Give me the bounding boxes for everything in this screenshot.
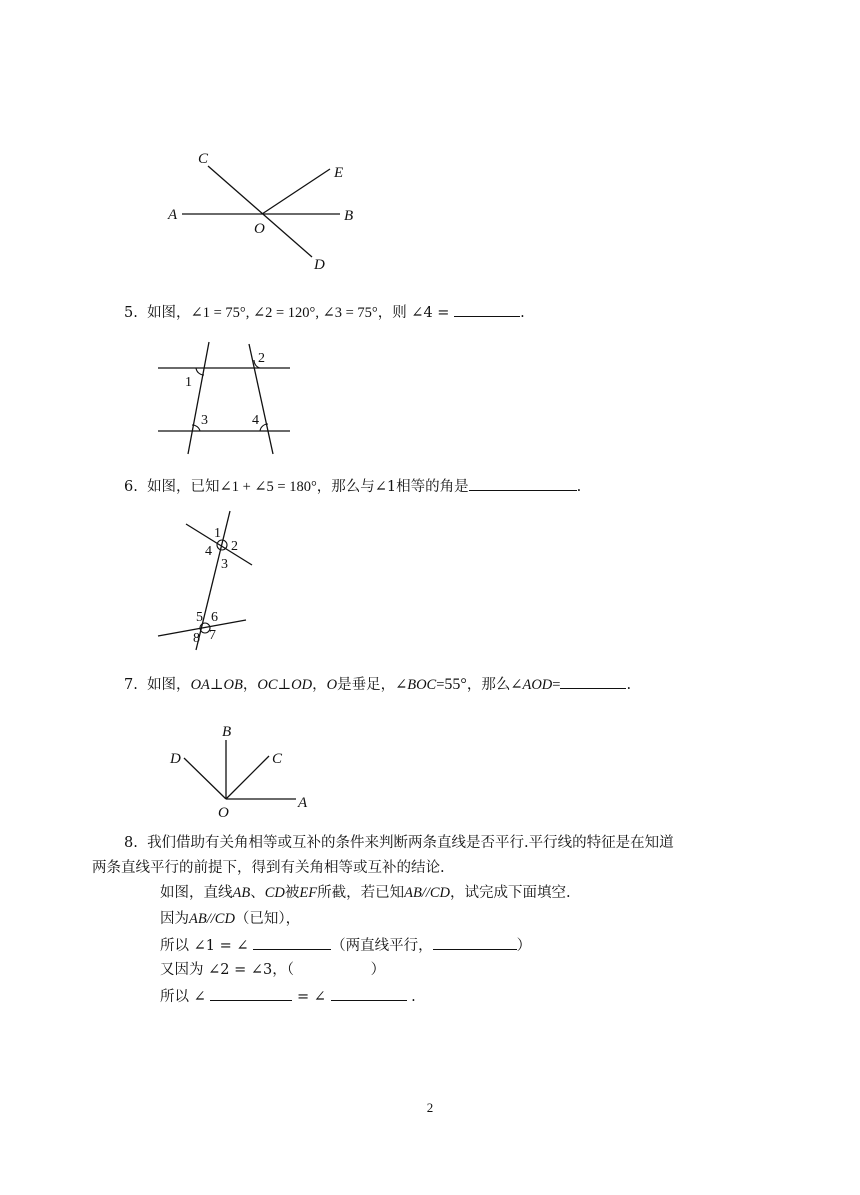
figure-q6 xyxy=(150,508,265,653)
q7-label-c: C xyxy=(272,751,283,767)
q7-label-o: O xyxy=(218,805,229,821)
q8-l3-ef: EF xyxy=(299,885,318,901)
question-6 xyxy=(124,476,581,497)
figure-q7 xyxy=(160,718,320,822)
label-a: A xyxy=(168,207,178,223)
q8-l4-b: （已知）， xyxy=(234,911,301,927)
q8-l3-c: 被 xyxy=(284,885,300,901)
q6-number: 6. xyxy=(124,479,138,495)
q8-l5-a: 所以 ∠1 = ∠ xyxy=(160,938,249,954)
q7-then: ，那么 xyxy=(466,677,511,693)
q7-end: . xyxy=(626,677,632,693)
line-cd xyxy=(208,166,312,257)
ray-oc xyxy=(226,756,269,799)
q8-blank-reason-1[interactable] xyxy=(433,935,517,950)
q6-label-8: 8 xyxy=(193,631,200,646)
question-5 xyxy=(124,302,525,323)
question-8-line-1 xyxy=(124,833,674,853)
q5-end: . xyxy=(520,305,525,321)
q6-label-4: 4 xyxy=(205,544,212,559)
q6-label-5: 5 xyxy=(196,610,203,625)
q7-point-o: O xyxy=(326,677,338,693)
q8-l5-c: ） xyxy=(516,938,532,954)
question-8-line-3 xyxy=(160,883,571,903)
label-c: C xyxy=(198,151,209,167)
q7-value: 55° xyxy=(444,676,467,693)
q5-label-1: 1 xyxy=(185,375,192,390)
page-number: 2 xyxy=(426,1100,434,1115)
q8-l3-e: ，试完成下面填空. xyxy=(450,885,571,901)
q8-l3-par: AB//CD xyxy=(404,885,451,901)
figure-q5 xyxy=(150,338,300,460)
q7-sep-2: ， xyxy=(312,677,327,693)
q5-label-3: 3 xyxy=(201,413,208,428)
question-8-line-4 xyxy=(160,909,300,929)
q6-label-6: 6 xyxy=(211,610,218,625)
q7-eq-2: = xyxy=(552,677,561,693)
q6-then: ，那么与∠1相等的角是 xyxy=(316,479,469,495)
q6-lead: 如图，已知 xyxy=(147,479,220,495)
q5-condition: ∠1 = 75°, ∠2 = 120°, ∠3 = 75° xyxy=(190,305,378,321)
q7-number: 7. xyxy=(124,677,138,693)
q8-l6-a: 又因为 ∠2 = ∠3，（ xyxy=(160,962,294,978)
q8-l3-a: 如图，直线 xyxy=(160,885,233,901)
q5-then: ，则 ∠4 = xyxy=(377,305,450,321)
label-e: E xyxy=(334,165,344,181)
q5-answer-blank[interactable] xyxy=(454,302,520,317)
q7-label-d: D xyxy=(170,751,181,767)
ray-od xyxy=(184,758,226,799)
q6-label-1: 1 xyxy=(214,526,221,541)
q6-label-7: 7 xyxy=(209,628,216,643)
q8-blank-angle-2[interactable] xyxy=(210,986,292,1001)
q7-eq: = xyxy=(436,677,445,693)
q6-answer-blank[interactable] xyxy=(469,476,577,491)
q8-blank-angle-3[interactable] xyxy=(331,986,407,1001)
q8-l7-b: = ∠ xyxy=(296,989,326,1005)
q7-label-b: B xyxy=(222,724,232,740)
q8-l5-b: （两直线平行， xyxy=(331,938,433,954)
q8-l4-a: 因为 xyxy=(160,911,189,927)
q8-l6-b: ） xyxy=(370,962,386,978)
question-7 xyxy=(124,674,631,695)
q6-condition: ∠1 + ∠5 = 180° xyxy=(219,479,317,495)
label-b: B xyxy=(344,208,354,224)
figure-lines-through-o xyxy=(160,145,380,280)
q8-l4-par: AB//CD xyxy=(189,911,235,927)
q8-l7-a: 所以 ∠ xyxy=(160,989,206,1005)
q7-lead: 如图， xyxy=(147,677,191,693)
q8-line-2-text: 两条直线平行的前提下，得到有关角相等或互补的结论. xyxy=(92,860,445,876)
q5-label-2: 2 xyxy=(258,351,265,366)
question-8-line-5 xyxy=(160,935,531,956)
question-8-line-7 xyxy=(160,986,416,1007)
q7-sep-1: ， xyxy=(242,677,258,693)
q6-label-3: 3 xyxy=(221,557,228,572)
q7-angle-aod: ∠AOD xyxy=(510,677,553,693)
question-8-line-6 xyxy=(160,960,385,980)
q7-answer-blank[interactable] xyxy=(560,674,626,689)
q8-number: 8. xyxy=(124,835,138,851)
q8-l3-b: 、 xyxy=(250,885,265,901)
label-d: D xyxy=(314,257,325,273)
q6-label-2: 2 xyxy=(231,539,238,554)
q7-cond-2: OC⊥OD xyxy=(257,677,313,693)
q8-line-1-text: 我们借助有关角相等或互补的条件来判断两条直线是否平行.平行线的特征是在知道 xyxy=(147,835,674,851)
q7-angle-boc: ∠BOC xyxy=(395,677,437,693)
q6-end: . xyxy=(576,479,582,495)
q8-blank-angle-1[interactable] xyxy=(253,935,331,950)
q7-cond-1: OA⊥OB xyxy=(190,677,243,693)
question-8-line-2 xyxy=(92,858,445,878)
q5-number: 5. xyxy=(124,305,138,321)
q5-left-transversal xyxy=(188,342,209,454)
q7-label-a: A xyxy=(298,795,308,811)
label-o: O xyxy=(254,221,265,237)
q5-lead: 如图， xyxy=(147,305,191,321)
q8-l3-d: 所截，若已知 xyxy=(317,885,405,901)
q7-foot: 是垂足， xyxy=(337,677,396,693)
q8-l3-cd: CD xyxy=(264,885,285,901)
q8-l3-ab: AB xyxy=(232,885,251,901)
q5-label-4: 4 xyxy=(252,413,259,428)
q8-l7-c: . xyxy=(411,989,416,1005)
ray-oe xyxy=(262,169,330,214)
